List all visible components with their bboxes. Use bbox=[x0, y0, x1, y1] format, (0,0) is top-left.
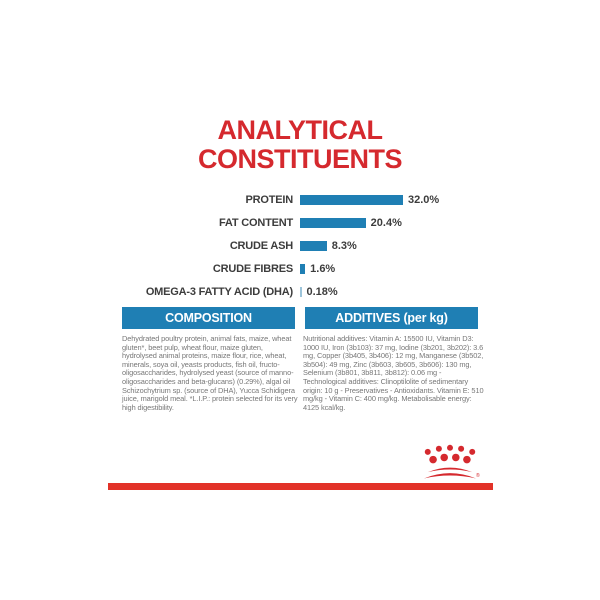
bottom-red-rule bbox=[108, 483, 493, 490]
chart-category-label: CRUDE FIBRES bbox=[212, 262, 293, 275]
chart-category-label: OMEGA-3 FATTY ACID (DHA) bbox=[145, 285, 293, 298]
chart-bar bbox=[300, 218, 366, 228]
chart-row bbox=[100, 234, 439, 257]
title-line-1: ANALYTICAL bbox=[217, 115, 383, 145]
composition-header: COMPOSITION bbox=[122, 307, 295, 329]
additives-header: ADDITIVES (per kg) bbox=[305, 307, 478, 329]
additives-text: Nutritional additives: Vitamin A: 15500 IU, Vitamin D3: 1000 IU, Iron (3b103): 37 mg, Iodine (3b201, 3b202): 3.6 mg, Copper (3b405, 3b406): 12 mg, Manganese (3b502, 3b504): 49 mg, Zinc (3b603, 3b605, 3b606): 130 mg, Selenium (3b801, 3b811, 3b812): 0.06 mg - Technological additives: Clinoptilolite of sedimentary origin: 10 g - Preservatives - Antioxidants. Vitamin E: 510 mg/kg - Vitamin C: 400 mg/kg. Metabolisable energy: 4125 kcal/kg. bbox=[303, 334, 484, 412]
chart-category-label: CRUDE ASH bbox=[229, 239, 293, 252]
chart-bar bbox=[300, 264, 305, 274]
chart-value-label: 32.0% bbox=[408, 193, 440, 206]
chart-value-label: 8.3% bbox=[331, 239, 357, 252]
chart-row bbox=[100, 211, 439, 234]
chart-bar bbox=[300, 195, 403, 205]
chart-value-label: 0.18% bbox=[306, 285, 338, 298]
chart-row bbox=[100, 280, 439, 303]
chart-bar bbox=[300, 241, 327, 251]
page-title bbox=[0, 116, 600, 174]
title-line-2: CONSTITUENTS bbox=[197, 144, 402, 174]
bar-chart bbox=[100, 188, 439, 303]
chart-category-label: FAT CONTENT bbox=[219, 216, 293, 229]
royal-canin-crown-logo bbox=[421, 443, 479, 482]
chart-bar bbox=[300, 287, 302, 297]
chart-row bbox=[100, 257, 439, 280]
composition-text: Dehydrated poultry protein, animal fats, maize, wheat gluten*, beet pulp, wheat flour, maize gluten, hydrolysed animal proteins, maize flour, rice, wheat, minerals, soya oil, yeasts products, fish oil, fructo-oligosaccharides, hydrolysed yeast (source of manno-oligosaccharides and beta-glucans) (0.29%), algal oil Schizochytrium sp. (source of DHA), Yucca Schidigera juice, marigold meal. *L.I.P.: protein selected for its very high digestibility. bbox=[122, 334, 298, 412]
chart-value-label: 1.6% bbox=[310, 262, 336, 275]
chart-value-label: 20.4% bbox=[370, 216, 402, 229]
registered-trademark-icon: ® bbox=[476, 473, 480, 479]
chart-row bbox=[100, 188, 439, 211]
chart-category-label: PROTEIN bbox=[245, 193, 293, 206]
